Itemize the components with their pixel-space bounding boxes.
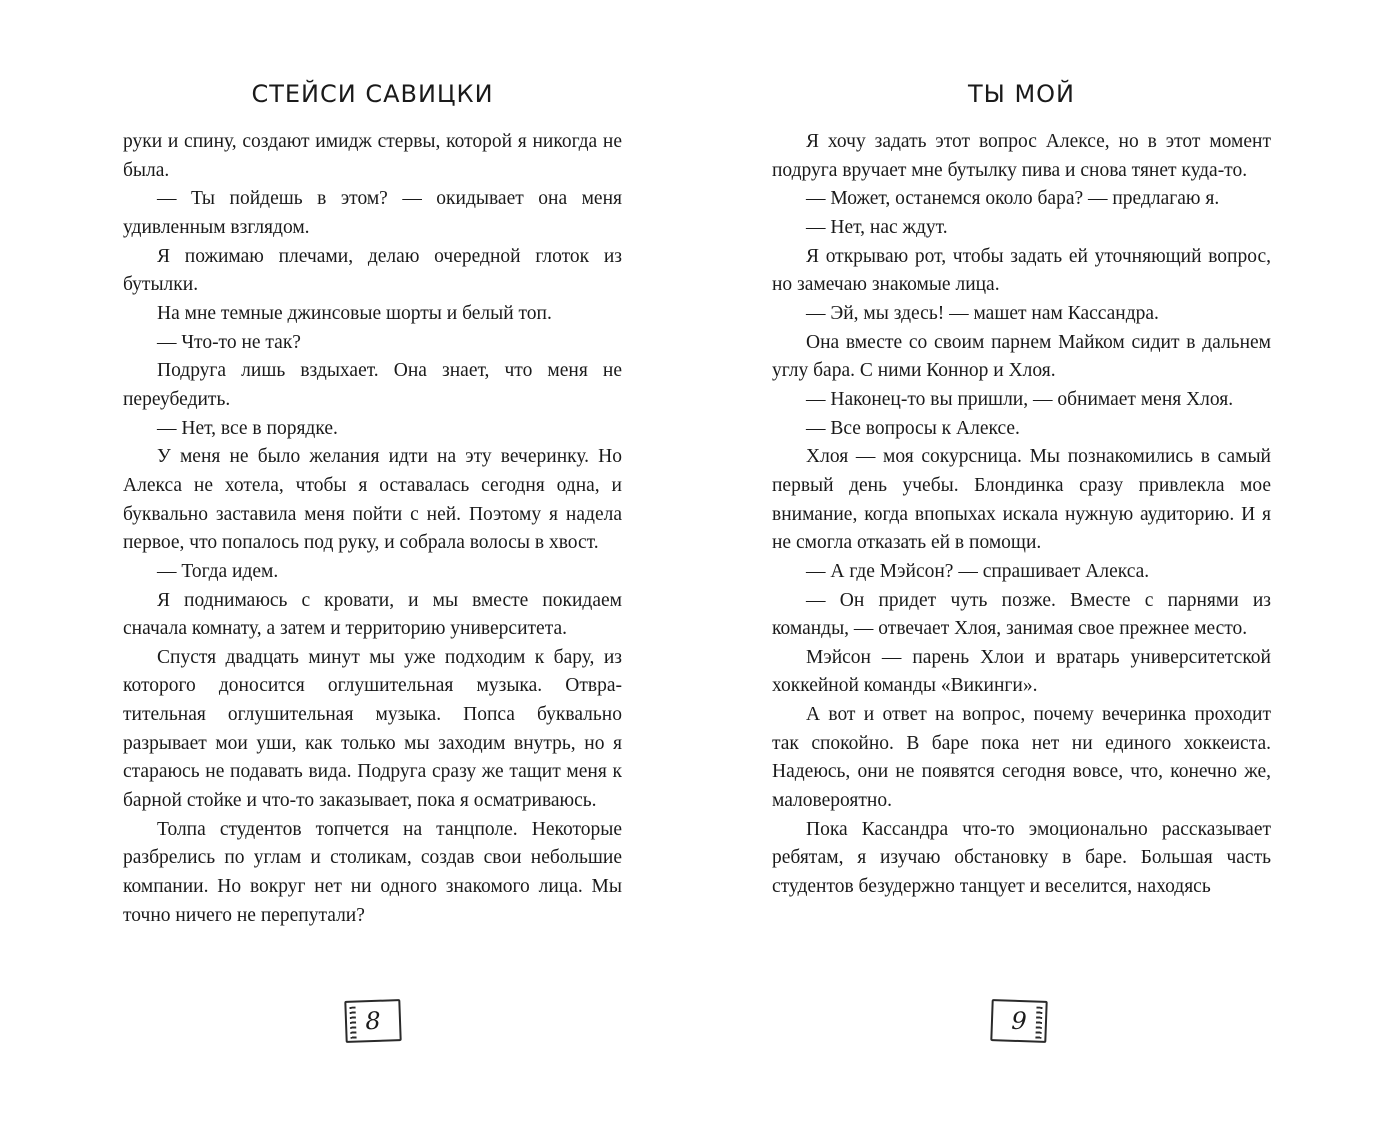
paragraph: Я открываю рот, чтобы задать ей уточняющий вопрос, но замечаю знакомые лица. — [772, 245, 1271, 296]
paragraph: — Нет, нас ждут. — [806, 216, 948, 238]
paragraph: — Наконец-то вы пришли, — обнимает меня Хлоя. — [806, 388, 1234, 410]
paragraph: — Тогда идем. — [157, 560, 279, 582]
paragraph: — Ты пойдешь в этом? — окидывает она меня удивленным взглядом. — [123, 188, 622, 238]
right-text-block — [772, 128, 1271, 902]
paragraph: — Нет, все в порядке. — [157, 417, 338, 439]
page-number-box-right — [990, 999, 1047, 1043]
paragraph: — Он придет чуть позже. Вместе с парнями из команды, — отвечает Хлоя, занимая свое прежнее место. — [772, 589, 1271, 640]
paragraph: Я поднимаюсь с кровати, и мы вместе покидаем сначала комнату, а затем и территорию университета. — [123, 589, 622, 640]
paragraph: — А где Мэйсон? — спрашивает Алекса. — [806, 560, 1150, 582]
left-text-block — [123, 128, 622, 930]
paragraph: Толпа студентов топчется на танцполе. Некоторые разбрелись по углам и столикам, создав свои небольшие компании. Но вокруг нет ни одного знакомого лица. Мы точно ничего не перепутали? — [123, 818, 622, 926]
paragraph: У меня не было желания идти на эту вечеринку. Но Алекса не хотела, чтобы я оставалась сегодня одна, и буквально заставила меня пойти с ней. Поэтому я надела первое, что попалось под руку, и собрала волосы в хвост. — [123, 446, 622, 554]
paragraph: А вот и ответ на вопрос, почему вечеринка проходит так спокойно. В баре пока нет ни единого хоккеиста. Надеюсь, они не появятся сегодня вовсе, что, конечно же, маловероятно. — [772, 704, 1271, 812]
right-running-head: ТЫ МОЙ — [967, 80, 1075, 108]
paragraph: — Эй, мы здесь! — машет нам Кассандра. — [806, 302, 1159, 324]
paragraph: Она вместе со своим парнем Майком сидит в дальнем углу бара. С ними Коннор и Хлоя. — [772, 331, 1271, 382]
paragraph: Подруга лишь вздыхает. Она знает, что меня не переубедить. — [123, 360, 622, 410]
paragraph: Пока Кассандра что-то эмоционально рассказывает ребятам, я изучаю обстановку в баре. Большая часть студентов безудержно танцует и веселится, находясь — [772, 818, 1271, 898]
paragraph: руки и спину, создают имидж стервы, которой я никогда не была. — [123, 131, 622, 181]
page-number-box-left — [344, 999, 401, 1043]
page-number: 9 — [1010, 1006, 1028, 1036]
paragraph: — Все вопросы к Алексе. — [806, 417, 1020, 439]
paragraph: Мэйсон — парень Хлои и вратарь университетской хоккейной команды «Викинги». — [772, 646, 1271, 697]
paragraph: Хлоя — моя сокурсница. Мы познакомились в самый первый день учебы. Блондинка сразу привлекла мое внимание, когда впопыхах искала нужную аудиторию. И я не смогла отказать ей в помощи. — [772, 446, 1271, 554]
paragraph: — Что-то не так? — [157, 331, 301, 353]
paragraph: Спустя двадцать минут мы уже подходим к бару, из которого доносится оглушительная музыка. Отвратительная оглушительная музыка. Попса буквально разрывает мои уши, как только мы заходим внутрь, но я стараюсь не подавать вида. Подруга сразу же тащит меня к барной стойке и что-то заказывает, пока я осматриваюсь. — [123, 646, 622, 812]
paragraph: На мне темные джинсовые шорты и белый топ. — [157, 302, 552, 324]
page-number: 8 — [364, 1006, 382, 1036]
paragraph: Я хочу задать этот вопрос Алексе, но в этот момент подруга вручает мне бутылку пива и снова тянет куда-то. — [772, 131, 1271, 181]
paragraph: Я пожимаю плечами, делаю очередной глоток из бутылки. — [123, 245, 622, 296]
left-running-head: СТЕЙСИ САВИЦКИ — [251, 80, 494, 108]
paragraph: — Может, останемся около бара? — предлагаю я. — [806, 188, 1220, 210]
